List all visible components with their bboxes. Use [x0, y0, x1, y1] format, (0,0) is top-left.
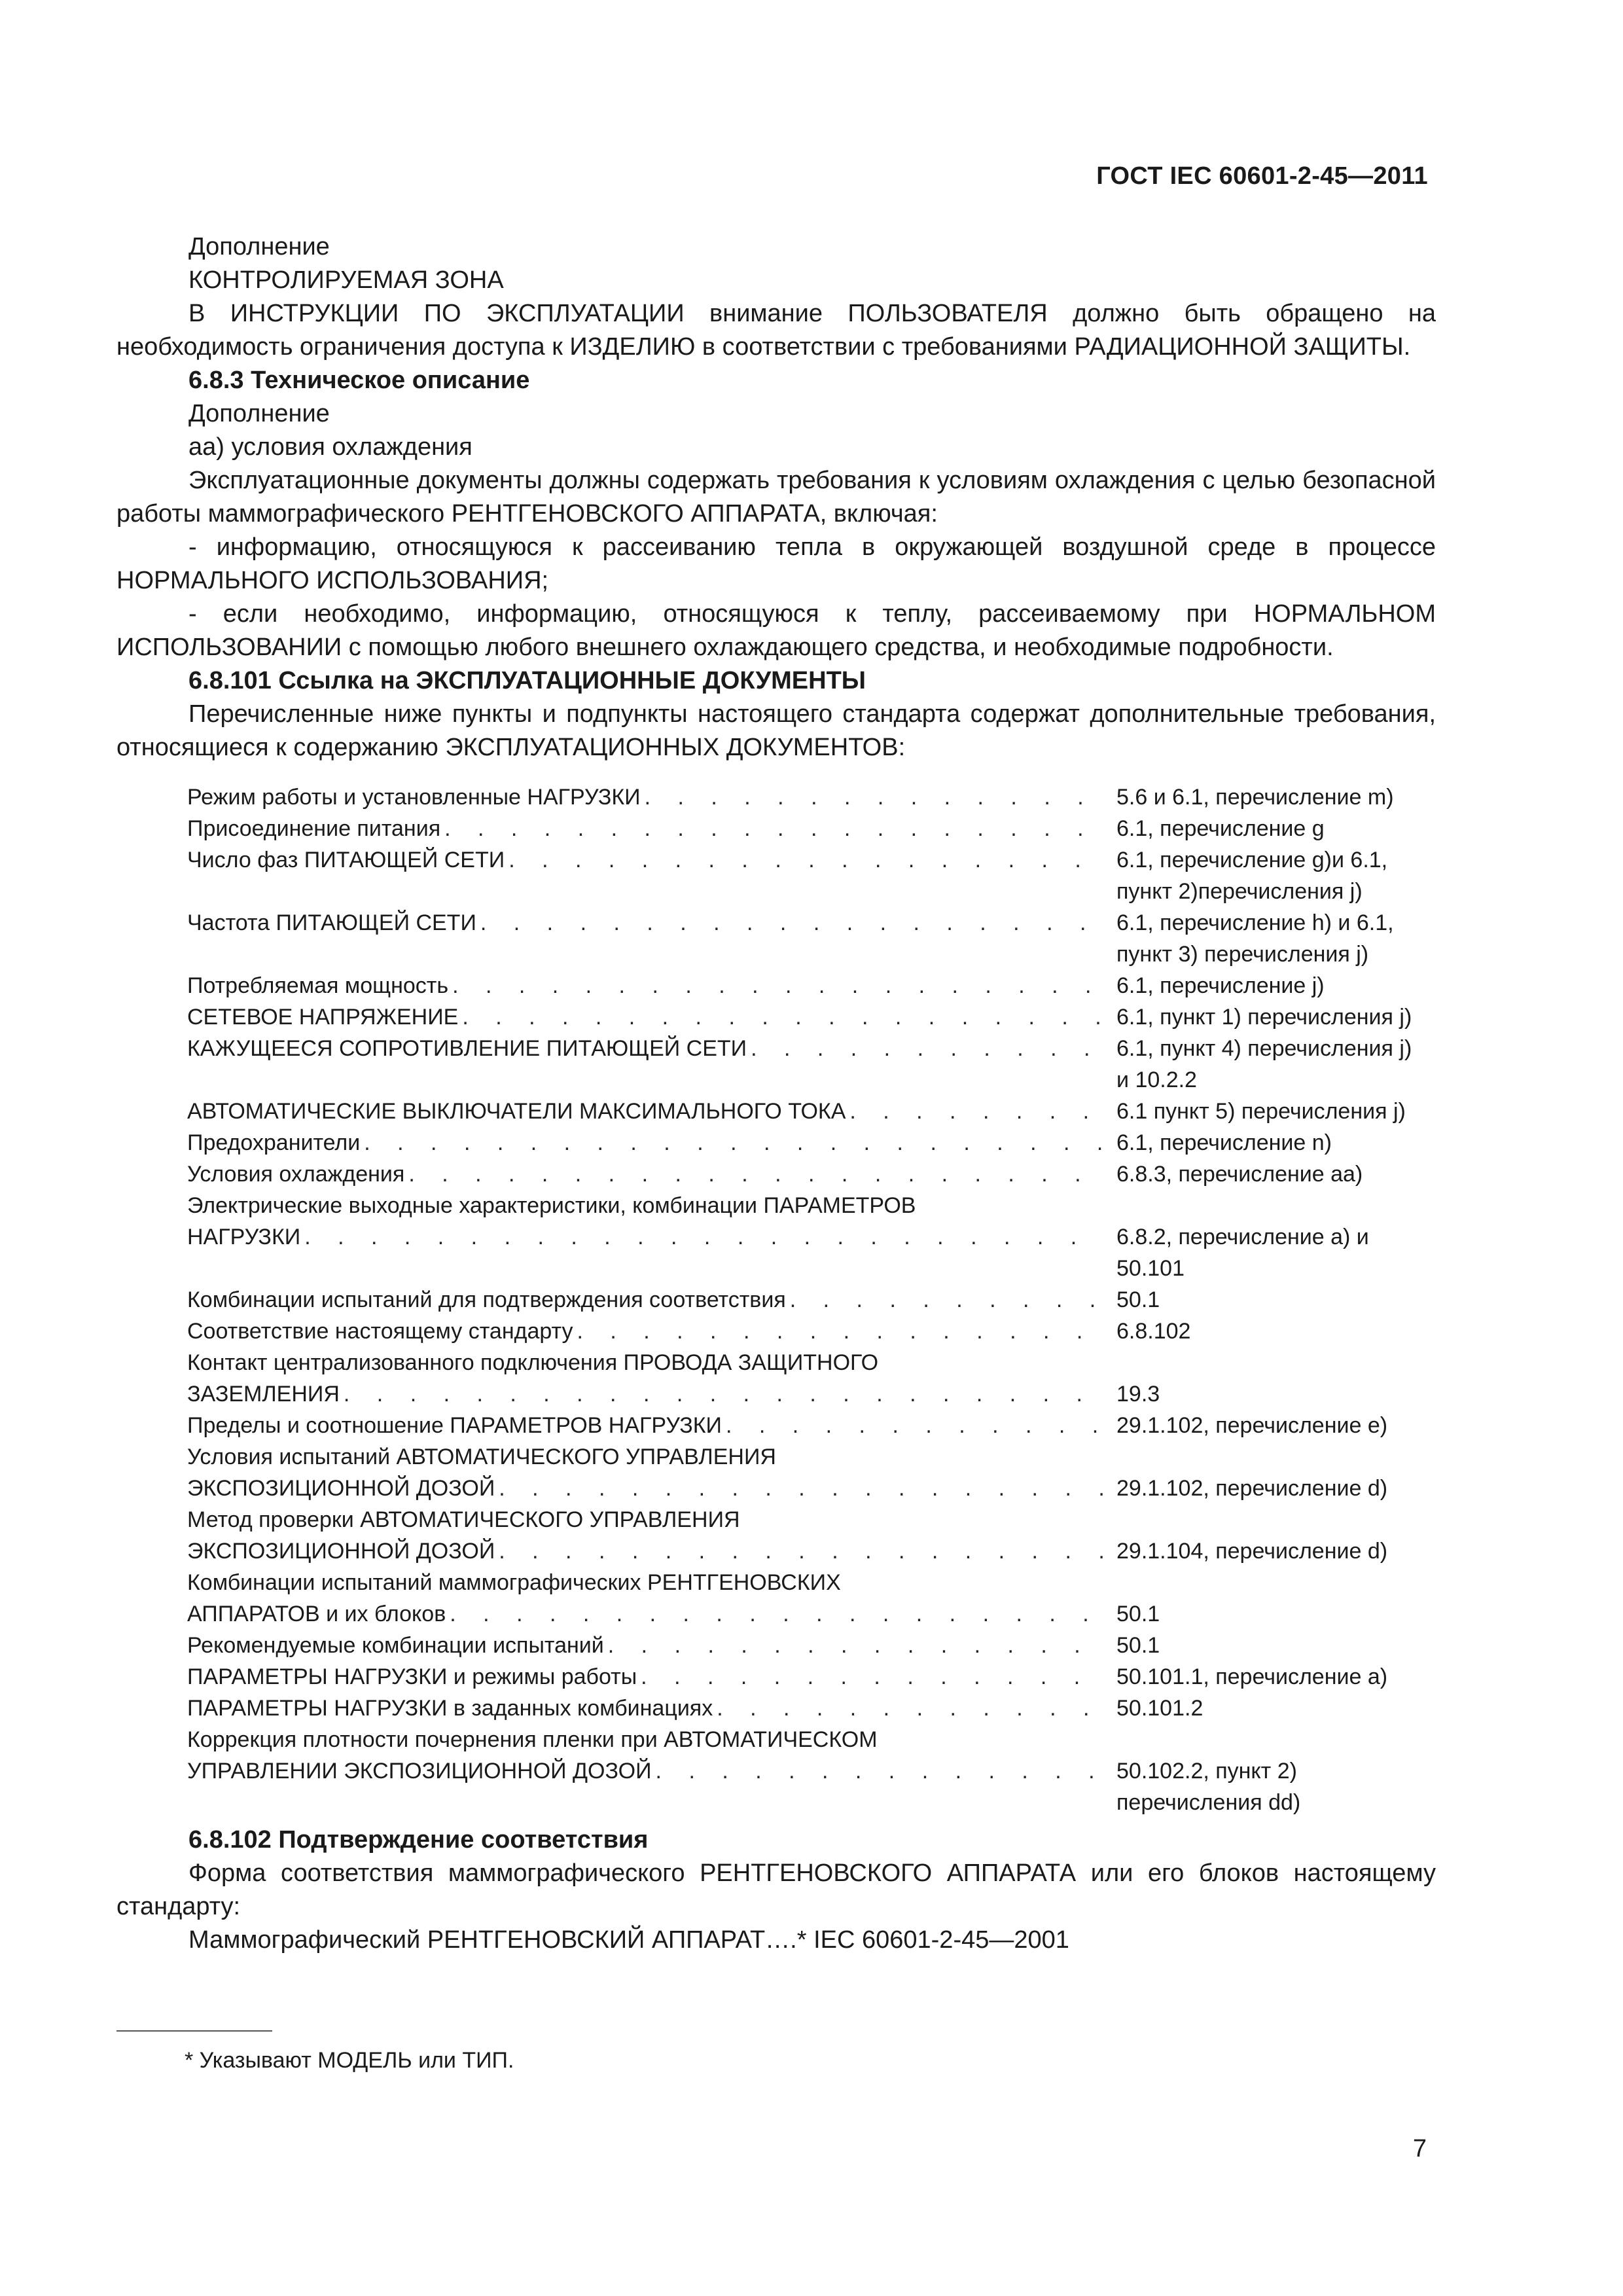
reference-item-label: ПАРАМЕТРЫ НАГРУЗКИ в заданных комбинациях: [187, 1696, 713, 1721]
dot-leader: [849, 1096, 1105, 1127]
reference-item-name: [187, 1096, 1105, 1127]
dot-leader: [641, 1661, 1105, 1693]
reference-item-label-line1: Электрические выходные характеристики, комбинации ПАРАМЕТРОВ: [187, 1193, 916, 1218]
paragraph: - информацию, относящуюся к рассеиванию тепла в окружающей воздушной среде в процессе НОРМАЛЬНОГО ИСПОЛЬЗОВАНИЯ;: [116, 533, 1436, 594]
reference-item-ref: 50.1: [1116, 1287, 1160, 1312]
reference-item-ref: 6.1, пункт 4) перечисления j) и 10.2.2: [1116, 1036, 1412, 1092]
reference-item-ref: 6.1, перечисление n): [1116, 1130, 1332, 1155]
dot-leader: [608, 1630, 1105, 1661]
reference-item-label: Предохранители: [187, 1130, 361, 1155]
reference-list-item: [187, 1504, 1436, 1567]
reference-list-item: [187, 907, 1436, 970]
standard-header: ГОСТ IEC 60601-2-45—2011: [1096, 162, 1428, 190]
reference-item-label: Комбинации испытаний для подтверждения соответствия: [187, 1287, 786, 1312]
dot-leader: [726, 1410, 1105, 1441]
bottom-paragraphs: [116, 1823, 1436, 1957]
reference-item-ref: 29.1.102, перечисление е): [1116, 1413, 1388, 1438]
reference-item-name: [187, 1001, 1105, 1033]
reference-item-label-line1: Контакт централизованного подключения ПРОВОДА ЗАЩИТНОГО: [187, 1350, 879, 1375]
reference-item-label: Число фаз ПИТАЮЩЕЙ СЕТИ: [187, 848, 505, 872]
reference-item-ref: 6.1 пункт 5) перечисления j): [1116, 1099, 1406, 1124]
reference-list-item: [187, 813, 1436, 844]
dot-leader: [444, 813, 1105, 844]
dot-leader: [499, 1535, 1105, 1567]
reference-item-label-line1: Условия испытаний АВТОМАТИЧЕСКОГО УПРАВЛЕНИЯ: [187, 1444, 776, 1469]
reference-item-name: [187, 1158, 1105, 1190]
dot-leader: [577, 1316, 1105, 1347]
reference-list-item: [187, 1567, 1436, 1630]
reference-item-name: [187, 1347, 1105, 1410]
dot-leader: [480, 907, 1105, 939]
reference-item-label: ПАРАМЕТРЫ НАГРУЗКИ и режимы работы: [187, 1664, 637, 1689]
reference-item-label: АВТОМАТИЧЕСКИЕ ВЫКЛЮЧАТЕЛИ МАКСИМАЛЬНОГО ТОКА: [187, 1099, 846, 1124]
reference-list-item: [187, 1630, 1436, 1661]
page-number: 7: [1412, 2135, 1427, 2162]
paragraph: Эксплуатационные документы должны содержать требования к условиям охлаждения с целью безопасной работы маммографического РЕНТГЕНОВСКОГО АППАРАТА, включая:: [116, 467, 1436, 528]
reference-list-item: [187, 1033, 1436, 1096]
reference-item-label: Условия охлаждения: [187, 1162, 405, 1187]
reference-list-item: [187, 1127, 1436, 1158]
reference-item-name: [187, 1661, 1105, 1693]
reference-item-ref: 29.1.104, перечисление d): [1116, 1539, 1388, 1564]
reference-item-ref: 5.6 и 6.1, перечисление m): [1116, 785, 1394, 810]
reference-item-ref: 50.1: [1116, 1633, 1160, 1658]
reference-item-name: [187, 1033, 1105, 1064]
paragraph: Маммографический РЕНТГЕНОВСКИЙ АППАРАТ….* IEC 60601-2-45—2001: [188, 1926, 1069, 1954]
reference-list-item: [187, 1693, 1436, 1724]
section-heading: 6.8.101 Ссылка на ЭКСПЛУАТАЦИОННЫЕ ДОКУМЕНТЫ: [188, 667, 866, 694]
dot-leader: [408, 1158, 1105, 1190]
section-heading: 6.8.102 Подтверждение соответствия: [188, 1826, 649, 1854]
reference-item-label-line1: Метод проверки АВТОМАТИЧЕСКОГО УПРАВЛЕНИЯ: [187, 1507, 740, 1532]
reference-list-item: [187, 1158, 1436, 1190]
dot-leader: [790, 1284, 1105, 1316]
section-heading: 6.8.3 Техническое описание: [188, 367, 530, 394]
dot-leader: [717, 1693, 1105, 1724]
reference-item-label: ЭКСПОЗИЦИОННОЙ ДОЗОЙ: [187, 1476, 495, 1501]
dot-leader: [364, 1127, 1105, 1158]
reference-item-name: [187, 1724, 1105, 1787]
dot-leader: [645, 781, 1105, 813]
reference-item-name: [187, 844, 1105, 876]
reference-list-item: [187, 1347, 1436, 1410]
reference-item-name: [187, 1504, 1105, 1567]
reference-item-label: ЭКСПОЗИЦИОННОЙ ДОЗОЙ: [187, 1539, 495, 1564]
reference-item-name: [187, 813, 1105, 844]
reference-item-name: [187, 1693, 1105, 1724]
reference-item-name: [187, 907, 1105, 939]
reference-item-ref: 6.8.3, перечисление аа): [1116, 1162, 1363, 1187]
reference-item-label: АППАРАТОВ и их блоков: [187, 1602, 446, 1626]
reference-item-name: [187, 1316, 1105, 1347]
reference-item-name: [187, 1567, 1105, 1630]
paragraph: аа) условия охлаждения: [188, 433, 473, 461]
reference-item-label: СЕТЕВОЕ НАПРЯЖЕНИЕ: [187, 1005, 459, 1030]
paragraph: Перечисленные ниже пункты и подпункты настоящего стандарта содержат дополнительные требования, относящиеся к содержанию ЭКСПЛУАТАЦИОННЫХ ДОКУМЕНТОВ:: [116, 700, 1436, 761]
reference-list: [187, 781, 1436, 1818]
reference-item-ref: 50.102.2, пункт 2) перечисления dd): [1116, 1759, 1301, 1815]
dot-leader: [751, 1033, 1105, 1064]
reference-item-label: Частота ПИТАЮЩЕЙ СЕТИ: [187, 910, 476, 935]
dot-leader: [499, 1473, 1105, 1504]
reference-list-item: [187, 970, 1436, 1001]
reference-item-label-line1: Комбинации испытаний маммографических РЕНТГЕНОВСКИХ: [187, 1570, 841, 1595]
paragraph: Дополнение: [188, 400, 330, 427]
reference-list-item: [187, 1724, 1436, 1818]
reference-item-name: [187, 1284, 1105, 1316]
reference-list-item: [187, 1190, 1436, 1284]
paragraph: Форма соответствия маммографического РЕНТГЕНОВСКОГО АППАРАТА или его блоков настоящему стандарту:: [116, 1859, 1436, 1920]
reference-item-ref: 6.1, перечисление h) и 6.1, пункт 3) перечисления j): [1116, 910, 1394, 967]
reference-item-ref: 6.8.102: [1116, 1319, 1191, 1344]
reference-item-label: Соответствие настоящему стандарту: [187, 1319, 573, 1344]
dot-leader: [304, 1221, 1105, 1253]
reference-item-ref: 50.101.1, перечисление а): [1116, 1664, 1388, 1689]
reference-item-label: ЗАЗЕМЛЕНИЯ: [187, 1382, 340, 1407]
reference-item-ref: 50.101.2: [1116, 1696, 1204, 1721]
reference-item-ref: 19.3: [1116, 1382, 1160, 1407]
reference-item-ref: 6.1, перечисление g)и 6.1, пункт 2)перечисления j): [1116, 848, 1388, 904]
reference-item-ref: 6.8.2, перечисление а) и 50.101: [1116, 1225, 1369, 1281]
dot-leader: [344, 1378, 1105, 1410]
dot-leader: [462, 1001, 1105, 1033]
top-paragraphs: [116, 230, 1436, 764]
paragraph: Дополнение: [188, 233, 330, 260]
reference-item-label: Потребляемая мощность: [187, 973, 449, 998]
dot-leader: [508, 844, 1105, 876]
reference-item-label: УПРАВЛЕНИИ ЭКСПОЗИЦИОННОЙ ДОЗОЙ: [187, 1759, 652, 1784]
footnote-divider: [116, 2030, 272, 2032]
reference-item-ref: 50.1: [1116, 1602, 1160, 1626]
paragraph: В ИНСТРУКЦИИ ПО ЭКСПЛУАТАЦИИ внимание ПОЛЬЗОВАТЕЛЯ должно быть обращено на необходимость ограничения доступа к ИЗДЕЛИЮ в соответствии с требованиями РАДИАЦИОННОЙ ЗАЩИТЫ.: [116, 300, 1436, 361]
reference-item-ref: 6.1, перечисление j): [1116, 973, 1325, 998]
paragraph: КОНТРОЛИРУЕМАЯ ЗОНА: [188, 266, 504, 294]
dot-leader: [450, 1598, 1105, 1630]
dot-leader: [656, 1755, 1105, 1787]
dot-leader: [452, 970, 1105, 1001]
reference-item-name: [187, 970, 1105, 1001]
reference-list-item: [187, 1001, 1436, 1033]
paragraph: - если необходимо, информацию, относящуюся к теплу, рассеиваемому при НОРМАЛЬНОМ ИСПОЛЬЗОВАНИИ с помощью любого внешнего охлаждающего средства, и необходимые подробности.: [116, 600, 1436, 661]
reference-list-item: [187, 1284, 1436, 1316]
footnote: * Указывают МОДЕЛЬ или ТИП.: [185, 2048, 514, 2073]
reference-item-label: Рекомендуемые комбинации испытаний: [187, 1633, 604, 1658]
reference-item-name: [187, 1410, 1105, 1441]
reference-item-label: Режим работы и установленные НАГРУЗКИ: [187, 785, 641, 810]
reference-item-name: [187, 1630, 1105, 1661]
reference-item-ref: 6.1, пункт 1) перечисления j): [1116, 1005, 1412, 1030]
reference-list-item: [187, 1661, 1436, 1693]
reference-item-label: Пределы и соотношение ПАРАМЕТРОВ НАГРУЗКИ: [187, 1413, 722, 1438]
reference-item-ref: 29.1.102, перечисление d): [1116, 1476, 1388, 1501]
reference-item-label: Присоединение питания: [187, 816, 441, 841]
body-text: [116, 230, 1436, 1957]
reference-item-name: [187, 1127, 1105, 1158]
reference-item-name: [187, 1190, 1105, 1253]
reference-item-label-line1: Коррекция плотности почернения пленки при АВТОМАТИЧЕСКОМ: [187, 1727, 878, 1752]
reference-list-item: [187, 781, 1436, 813]
reference-list-item: [187, 1316, 1436, 1347]
reference-item-label: КАЖУЩЕЕСЯ СОПРОТИВЛЕНИЕ ПИТАЮЩЕЙ СЕТИ: [187, 1036, 747, 1061]
reference-item-name: [187, 1441, 1105, 1504]
reference-list-item: [187, 1410, 1436, 1441]
reference-list-item: [187, 1096, 1436, 1127]
reference-item-ref: 6.1, перечисление g: [1116, 816, 1325, 841]
reference-list-item: [187, 1441, 1436, 1504]
reference-item-name: [187, 781, 1105, 813]
reference-item-label: НАГРУЗКИ: [187, 1225, 301, 1249]
reference-list-item: [187, 844, 1436, 907]
